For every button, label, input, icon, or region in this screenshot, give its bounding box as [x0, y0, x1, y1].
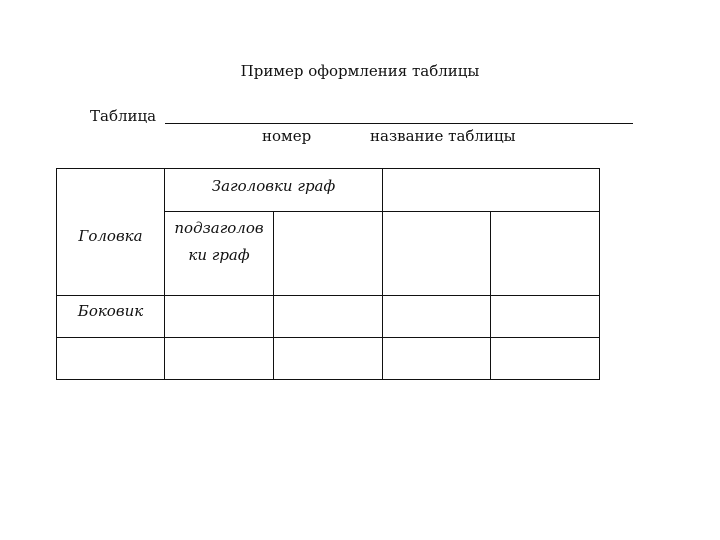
head-cell: Головка [78, 227, 143, 245]
column-headings-cell: Заголовки граф [211, 177, 336, 195]
page-title: Пример оформления таблицы [240, 62, 480, 80]
table-prefix: Таблица [90, 107, 157, 125]
number-caption: номер [262, 127, 312, 145]
name-caption: название таблицы [370, 127, 516, 145]
subheading-line-1: подзаголов [174, 219, 264, 237]
table-border [57, 169, 600, 380]
subheading-line-2: ки граф [188, 246, 250, 264]
stub-cell: Боковик [77, 302, 144, 320]
